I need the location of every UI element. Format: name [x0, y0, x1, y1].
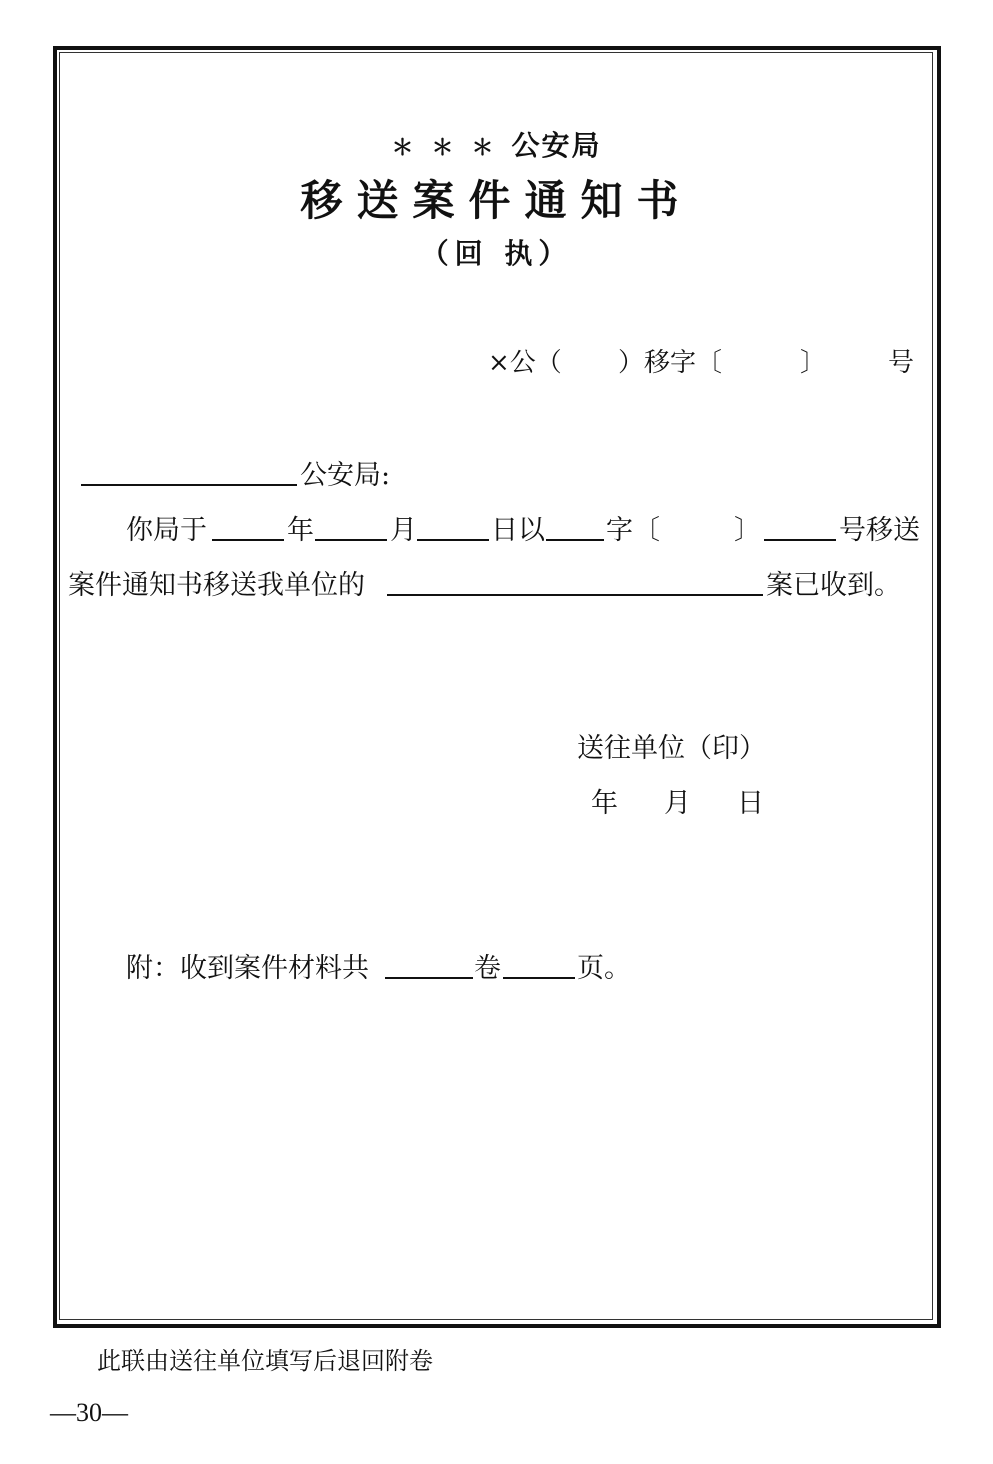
line1-month: 月 [390, 515, 417, 546]
year-blank[interactable] [212, 539, 284, 541]
pages-blank[interactable] [503, 977, 575, 979]
signature-year: 年 [591, 788, 618, 819]
agency-stars: ＊＊＊ [391, 135, 512, 161]
attachment-prefix: 附：收到案件材料共 [126, 953, 369, 984]
number-blank[interactable] [764, 539, 836, 541]
doc-number-prefix: ×公（ [488, 348, 562, 378]
doc-number-close: 〕 [800, 348, 827, 378]
document-title: 移送案件通知书 [300, 176, 693, 225]
month-blank[interactable] [315, 539, 387, 541]
signature-day: 日 [737, 788, 764, 819]
line1-zi: 字〔 [606, 515, 660, 546]
addressee-suffix: 公安局: [300, 460, 391, 491]
attachment-pages: 页。 [577, 953, 631, 984]
line1-start: 你局于 [126, 515, 207, 546]
attachment-volumes: 卷 [474, 953, 501, 984]
addressee-blank[interactable] [81, 484, 297, 486]
line1-year: 年 [287, 515, 314, 546]
footnote: 此联由送往单位填写后退回附卷 [97, 1347, 433, 1375]
volumes-blank[interactable] [385, 977, 473, 979]
case-name-blank[interactable] [387, 594, 763, 596]
signature-unit: 送往单位（印） [577, 733, 766, 764]
line1-day: 日以 [491, 515, 545, 546]
zi-blank[interactable] [546, 539, 604, 541]
document-subtitle: （回 执） [420, 237, 573, 270]
agency-heading [0, 124, 993, 164]
doc-number-suffix: 号 [888, 348, 915, 378]
signature-month: 月 [664, 788, 691, 819]
day-blank[interactable] [417, 539, 489, 541]
agency-name: 公安局 [511, 129, 602, 162]
line2-end: 案已收到。 [766, 570, 901, 601]
page-number: —30— [50, 1398, 128, 1427]
line1-end: 号移送 [839, 515, 920, 546]
line1-close: 〕 [734, 515, 761, 546]
line2-start: 案件通知书移送我单位的 [68, 570, 365, 601]
doc-number-mid: ）移字〔 [618, 348, 723, 378]
